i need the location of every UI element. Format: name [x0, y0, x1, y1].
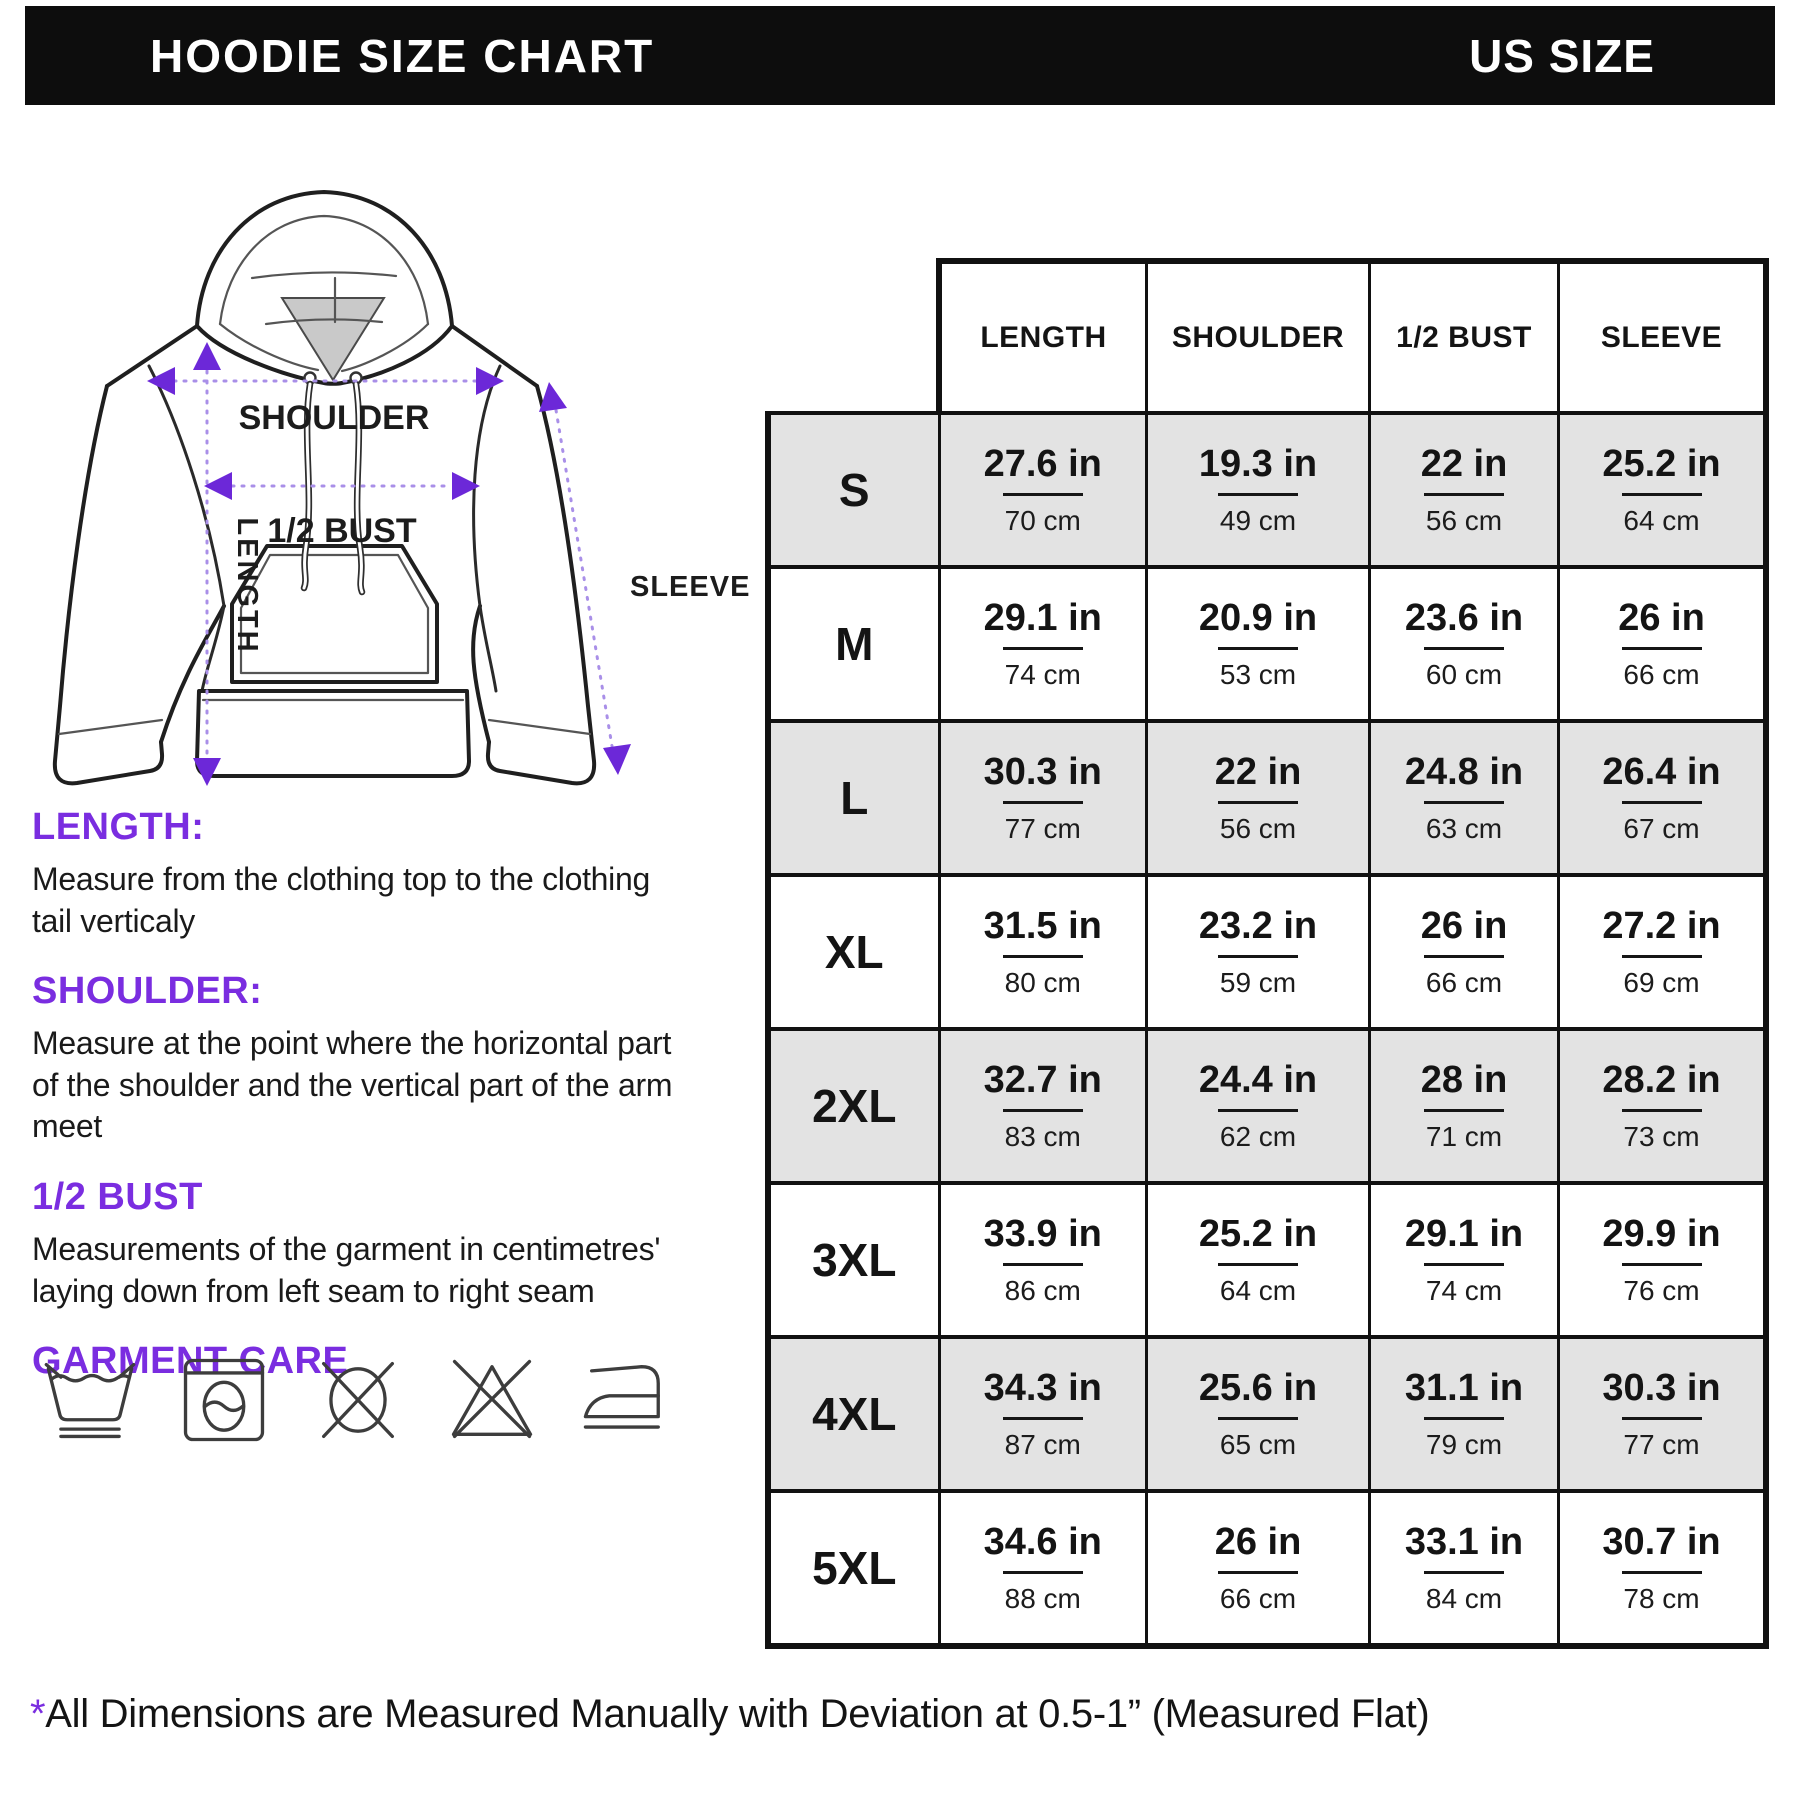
fraction-bar [1003, 1417, 1083, 1420]
fraction-bar [1218, 1109, 1298, 1112]
col-header-sleeve: SLEEVE [1559, 261, 1767, 413]
value-cm: 74 cm [1425, 1275, 1503, 1306]
value-inches: 27.6 in [983, 443, 1102, 485]
measurement-cell [1147, 1029, 1370, 1183]
value-cm: 71 cm [1425, 1121, 1503, 1152]
measurement-cell [1559, 1183, 1767, 1337]
value-cm: 67 cm [1623, 813, 1700, 844]
value-cm: 79 cm [1425, 1429, 1503, 1460]
value-cm: 66 cm [1623, 659, 1700, 690]
value-cm: 64 cm [1623, 505, 1700, 536]
fraction-bar [1424, 1417, 1504, 1420]
value-inches: 29.1 in [1404, 1213, 1524, 1255]
iron-icon [574, 1352, 678, 1448]
fraction-bar [1424, 801, 1504, 804]
measurement-cell [939, 567, 1147, 721]
size-label: S [768, 413, 939, 567]
table-row [768, 1491, 1766, 1646]
value-cm: 64 cm [1219, 1275, 1297, 1306]
value-inches: 33.1 in [1404, 1521, 1524, 1563]
table-corner-cell [768, 261, 939, 413]
value-inches: 28 in [1420, 1059, 1508, 1101]
measurement-cell [1559, 1337, 1767, 1491]
value-cm: 56 cm [1425, 505, 1503, 536]
shoulder-heading: SHOULDER: [32, 970, 263, 1013]
fraction-bar [1424, 955, 1504, 958]
value-cm: 77 cm [1004, 813, 1081, 844]
value-inches: 30.3 in [1602, 1367, 1721, 1409]
fraction-bar [1622, 493, 1702, 496]
fraction-bar [1003, 955, 1083, 958]
size-table-body [768, 261, 1766, 1646]
fraction-bar [1218, 1571, 1298, 1574]
fraction-bar [1424, 647, 1504, 650]
inner-collar [282, 298, 384, 380]
measurement-cell [1370, 875, 1559, 1029]
measurement-cell [939, 413, 1147, 567]
hoodie-diagram [52, 186, 762, 826]
fraction-bar [1622, 1263, 1702, 1266]
do-not-bleach-icon [440, 1352, 544, 1448]
value-cm: 77 cm [1623, 1429, 1700, 1460]
value-cm: 74 cm [1004, 659, 1081, 690]
header-bar [25, 6, 1775, 105]
half-bust-description: Measurements of the garment in centimetres' laying down from left seam to right seam [32, 1230, 661, 1309]
fraction-bar [1622, 1417, 1702, 1420]
length-description: Measure from the clothing top to the clothing tail verticaly [32, 861, 650, 939]
fraction-bar [1218, 1263, 1298, 1266]
value-inches: 29.9 in [1602, 1213, 1721, 1255]
value-inches: 25.6 in [1198, 1367, 1318, 1409]
measurement-cell [1147, 1337, 1370, 1491]
value-inches: 24.4 in [1198, 1059, 1318, 1101]
value-cm: 65 cm [1219, 1429, 1297, 1460]
fraction-bar [1622, 647, 1702, 650]
fraction-bar [1622, 1109, 1702, 1112]
fraction-bar [1003, 1109, 1083, 1112]
measurement-cell [939, 1337, 1147, 1491]
measurement-cell [1559, 413, 1767, 567]
half-bust-label: 1/2 BUST [267, 512, 417, 550]
garment-care-heading: GARMENT CARE [32, 1340, 349, 1383]
value-cm: 49 cm [1219, 505, 1297, 536]
value-inches: 32.7 in [983, 1059, 1102, 1101]
measurement-cell [1370, 1183, 1559, 1337]
value-cm: 88 cm [1004, 1583, 1081, 1614]
measurement-cell [1370, 721, 1559, 875]
value-inches: 30.7 in [1602, 1521, 1721, 1563]
table-row [768, 413, 1766, 567]
fraction-bar [1003, 493, 1083, 496]
table-row [768, 1029, 1766, 1183]
value-inches: 26 in [1420, 905, 1508, 947]
measurement-cell [939, 721, 1147, 875]
bust-arrow [204, 472, 480, 500]
size-label: 3XL [768, 1183, 939, 1337]
measurement-cell [1370, 413, 1559, 567]
value-cm: 60 cm [1425, 659, 1503, 690]
fraction-bar [1218, 801, 1298, 804]
value-cm: 59 cm [1219, 967, 1297, 998]
do-not-dry-clean-icon [306, 1352, 410, 1448]
fraction-bar [1622, 955, 1702, 958]
fraction-bar [1003, 1571, 1083, 1574]
value-cm: 63 cm [1425, 813, 1503, 844]
value-cm: 83 cm [1004, 1121, 1081, 1152]
value-cm: 84 cm [1425, 1583, 1503, 1614]
measurement-cell [1559, 567, 1767, 721]
measurement-cell [1559, 875, 1767, 1029]
value-cm: 87 cm [1004, 1429, 1081, 1460]
table-row [768, 875, 1766, 1029]
fraction-bar [1218, 1417, 1298, 1420]
value-inches: 34.3 in [983, 1367, 1102, 1409]
sleeve-arrow [539, 382, 631, 775]
value-cm: 86 cm [1004, 1275, 1081, 1306]
fraction-bar [1218, 493, 1298, 496]
value-cm: 66 cm [1425, 967, 1503, 998]
value-cm: 56 cm [1219, 813, 1297, 844]
measurement-cell [1147, 1183, 1370, 1337]
value-cm: 76 cm [1623, 1275, 1700, 1306]
value-inches: 29.1 in [983, 597, 1102, 639]
length-heading: LENGTH: [32, 806, 205, 848]
value-inches: 22 in [1420, 443, 1508, 485]
value-inches: 30.3 in [983, 751, 1102, 793]
measurement-cell [1370, 1029, 1559, 1183]
page-title: HOODIE SIZE CHART [150, 29, 655, 82]
fraction-bar [1424, 1571, 1504, 1574]
size-label: 4XL [768, 1337, 939, 1491]
fraction-bar [1218, 647, 1298, 650]
measurement-cell [939, 875, 1147, 1029]
value-inches: 25.2 in [1602, 443, 1721, 485]
measurement-cell [1559, 1491, 1767, 1646]
table-row [768, 1183, 1766, 1337]
fraction-bar [1218, 955, 1298, 958]
size-label: XL [768, 875, 939, 1029]
hood [197, 192, 452, 384]
value-inches: 28.2 in [1602, 1059, 1721, 1101]
measurement-cell [1147, 413, 1370, 567]
value-cm: 53 cm [1219, 659, 1297, 690]
value-inches: 26.4 in [1602, 751, 1721, 793]
value-inches: 26 in [1214, 1521, 1302, 1563]
table-row [768, 1337, 1766, 1491]
descriptions [32, 806, 692, 1393]
fraction-bar [1622, 801, 1702, 804]
fraction-bar [1003, 1263, 1083, 1266]
measurement-cell [939, 1491, 1147, 1646]
value-inches: 25.2 in [1198, 1213, 1318, 1255]
value-inches: 31.1 in [1404, 1367, 1524, 1409]
footnote-asterisk: * [30, 1692, 46, 1736]
value-inches: 26 in [1618, 597, 1705, 639]
fraction-bar [1003, 647, 1083, 650]
half-bust-heading: 1/2 BUST [32, 1175, 203, 1218]
value-cm: 80 cm [1004, 967, 1081, 998]
shoulder-description: Measure at the point where the horizontal part of the shoulder and the vertical part of the arm meet [32, 1025, 673, 1145]
machine-wash-icon [172, 1352, 276, 1448]
sleeve-label: SLEEVE [630, 571, 751, 603]
value-inches: 23.6 in [1404, 597, 1524, 639]
length-label: LENGTH [231, 517, 263, 655]
measurement-cell [1559, 721, 1767, 875]
value-inches: 20.9 in [1198, 597, 1318, 639]
measurement-cell [1147, 721, 1370, 875]
size-label: M [768, 567, 939, 721]
fraction-bar [1622, 1571, 1702, 1574]
col-header-half-bust: 1/2 BUST [1370, 261, 1559, 413]
value-cm: 78 cm [1623, 1583, 1700, 1614]
table-row [768, 567, 1766, 721]
fraction-bar [1424, 493, 1504, 496]
value-inches: 19.3 in [1198, 443, 1318, 485]
size-label: 2XL [768, 1029, 939, 1183]
value-inches: 31.5 in [983, 905, 1102, 947]
value-cm: 73 cm [1623, 1121, 1700, 1152]
fraction-bar [1424, 1263, 1504, 1266]
measurement-cell [1370, 567, 1559, 721]
measurement-cell [1370, 1491, 1559, 1646]
measurement-cell [1147, 875, 1370, 1029]
measurement-cell [1559, 1029, 1767, 1183]
footnote-text: All Dimensions are Measured Manually with Deviation at 0.5-1” (Measured Flat) [45, 1692, 1430, 1736]
measurement-cell [1147, 1491, 1370, 1646]
measurement-cell [939, 1183, 1147, 1337]
col-header-shoulder: SHOULDER [1147, 261, 1370, 413]
value-inches: 27.2 in [1602, 905, 1721, 947]
measurement-cell [1147, 567, 1370, 721]
size-table [765, 258, 1769, 1649]
value-inches: 23.2 in [1198, 905, 1318, 947]
table-row [768, 721, 1766, 875]
value-cm: 62 cm [1219, 1121, 1297, 1152]
shoulder-arrow [147, 367, 504, 395]
value-inches: 24.8 in [1404, 751, 1524, 793]
gentle-wash-icon [38, 1352, 142, 1448]
fraction-bar [1424, 1109, 1504, 1112]
value-inches: 34.6 in [983, 1521, 1102, 1563]
value-inches: 22 in [1214, 751, 1302, 793]
value-inches: 33.9 in [983, 1213, 1102, 1255]
fraction-bar [1003, 801, 1083, 804]
size-label: L [768, 721, 939, 875]
shoulder-label: SHOULDER [238, 399, 430, 437]
value-cm: 69 cm [1623, 967, 1700, 998]
footnote [30, 1692, 1429, 1737]
value-cm: 66 cm [1219, 1583, 1297, 1614]
value-cm: 70 cm [1004, 505, 1081, 536]
measurement-cell [1370, 1337, 1559, 1491]
size-label: 5XL [768, 1491, 939, 1646]
table-header-row [768, 261, 1766, 413]
measurement-cell [939, 1029, 1147, 1183]
garment-care-icons [38, 1352, 678, 1448]
col-header-length: LENGTH [939, 261, 1147, 413]
region-label: US SIZE [1469, 29, 1655, 82]
